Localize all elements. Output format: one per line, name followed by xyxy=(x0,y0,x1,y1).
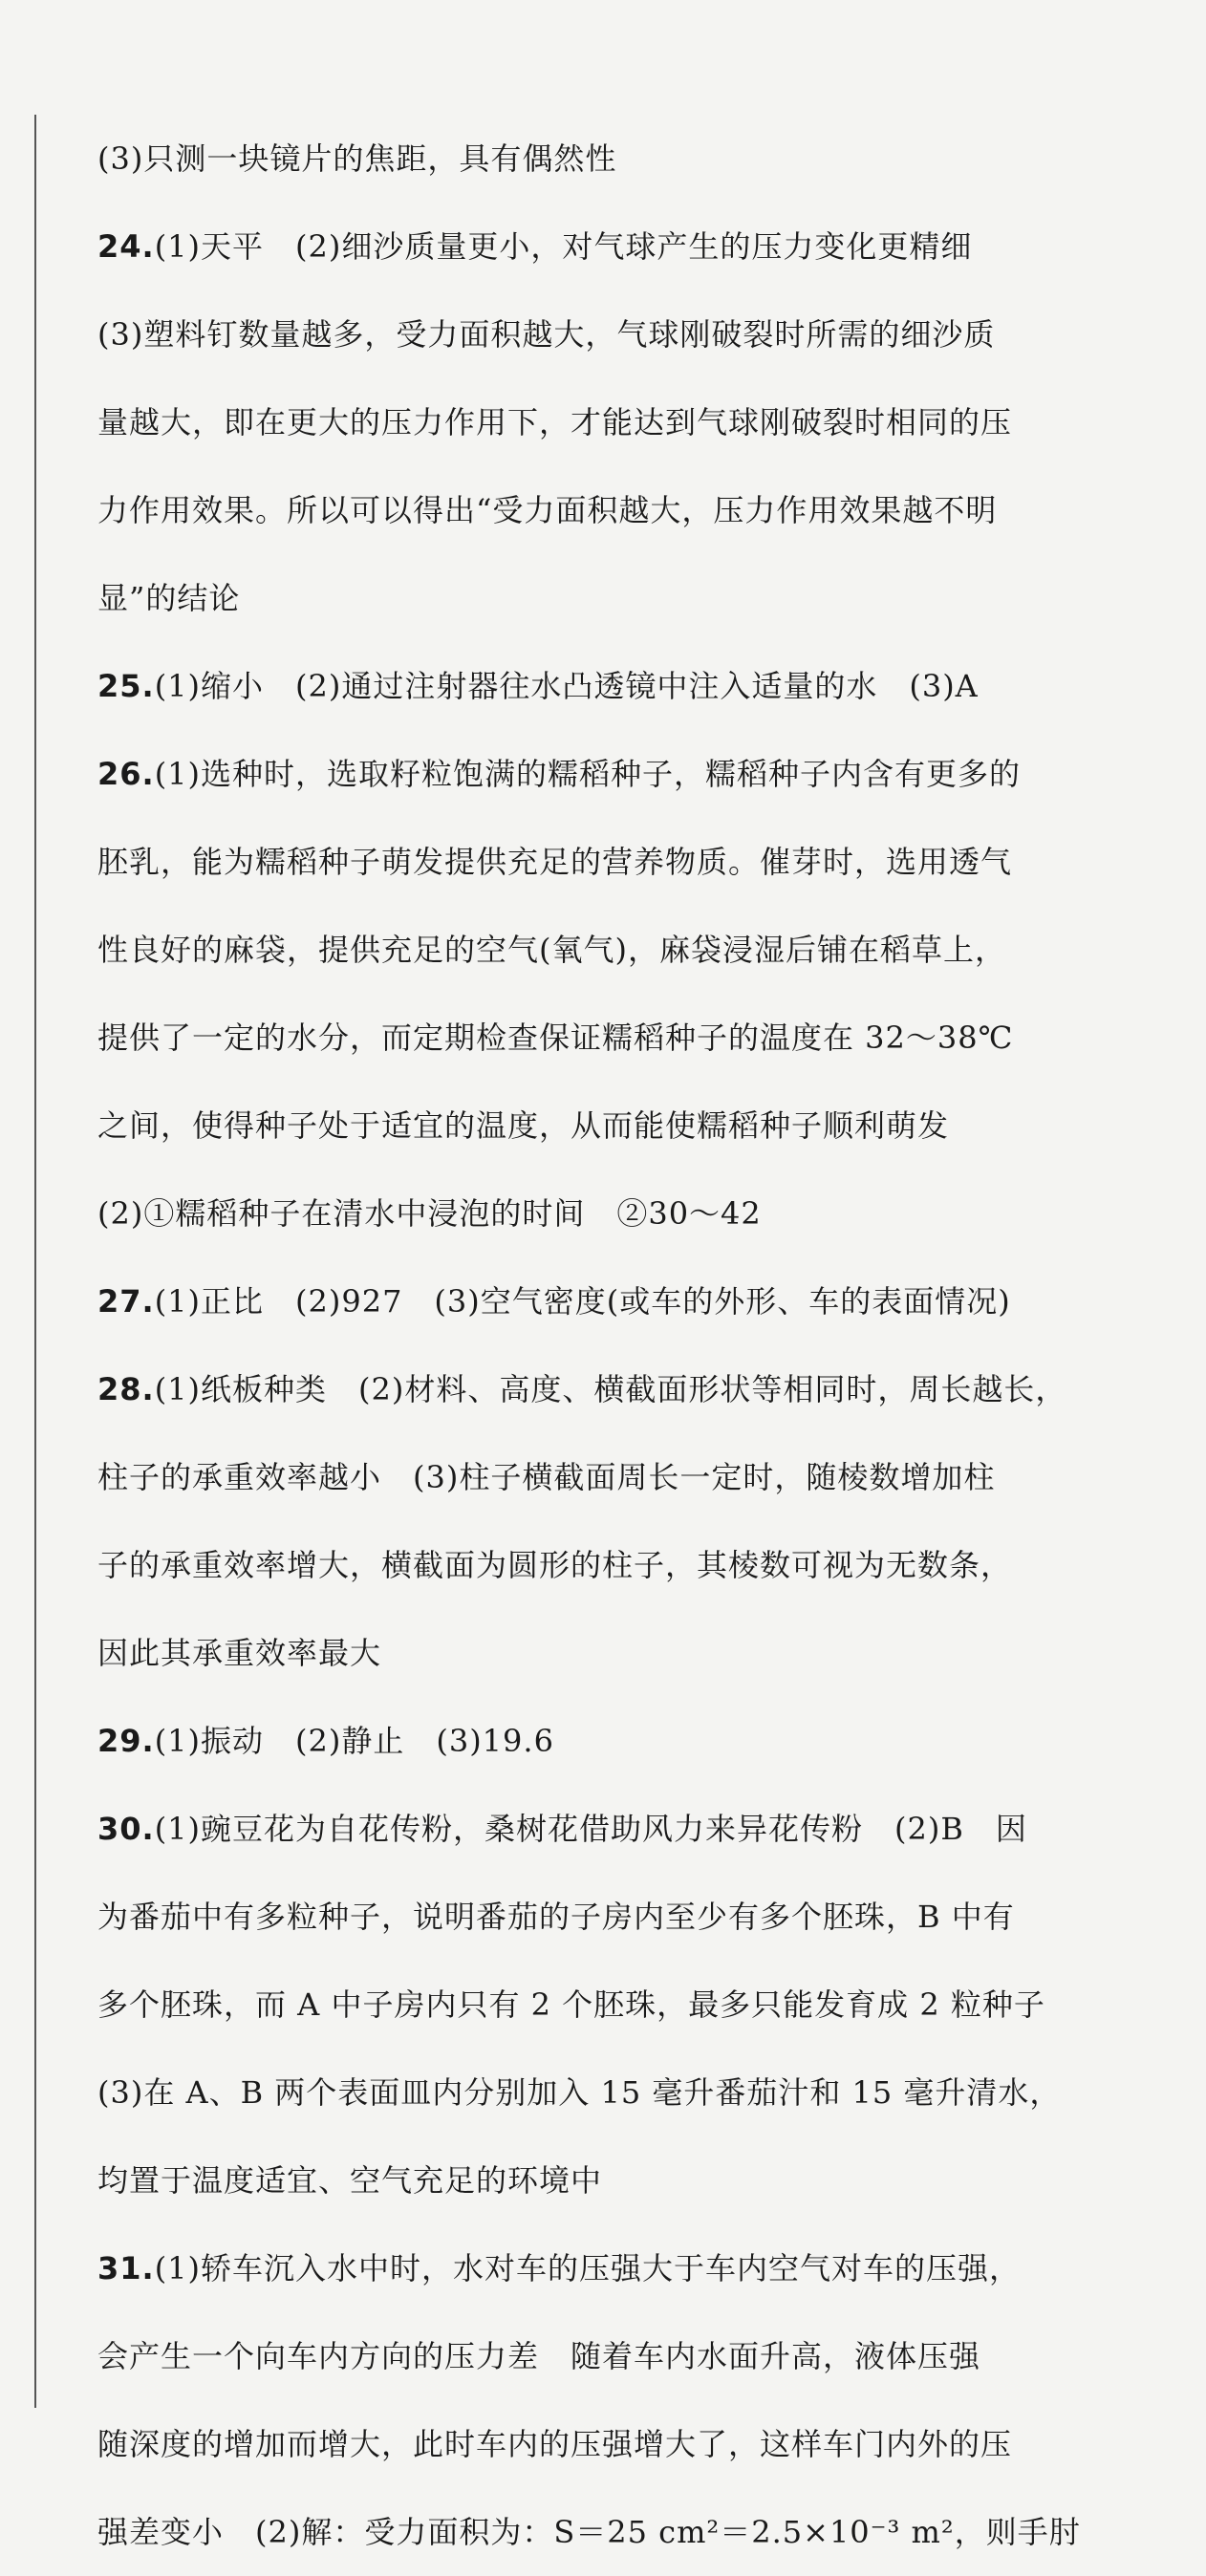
line-text: (3)在 A、B 两个表面皿内分别加入 15 毫升番茄汁和 15 毫升清水， xyxy=(97,2074,1062,2111)
line-text: 胚乳，能为糯稻种子萌发提供充足的营养物质。催芽时，选用透气 xyxy=(97,844,1013,880)
line-text: 子的承重效率增大，横截面为圆形的柱子，其棱数可视为无数条， xyxy=(97,1547,1013,1583)
text-line xyxy=(97,2400,1168,2488)
line-text: 量越大，即在更大的压力作用下，才能达到气球刚破裂时相同的压 xyxy=(97,404,1013,440)
line-text: (1)缩小 (2)通过注射器往水凸透镜中注入适量的水 (3)A xyxy=(154,668,979,704)
line-text: 为番茄中有多粒种子，说明番茄的子房内至少有多个胚珠，B 中有 xyxy=(97,1899,1015,1935)
line-text: (1)正比 (2)927 (3)空气密度(或车的外形、车的表面情况) xyxy=(154,1283,1011,1320)
text-line xyxy=(97,2488,1168,2576)
text-line xyxy=(97,2136,1168,2224)
text-line xyxy=(97,1521,1168,1609)
line-text: (3)只测一块镜片的焦距，具有偶然性 xyxy=(97,140,617,177)
answer-text-block xyxy=(97,115,1168,2576)
line-text: (1)纸板种类 (2)材料、高度、横截面形状等相同时，周长越长， xyxy=(154,1371,1067,1407)
question-number: 26. xyxy=(97,756,155,792)
line-text: (2)①糯稻种子在清水中浸泡的时间 ②30～42 xyxy=(97,1195,762,1232)
line-text: 因此其承重效率最大 xyxy=(97,1635,382,1671)
line-text: 多个胚珠，而 A 中子房内只有 2 个胚珠，最多只能发育成 2 粒种子 xyxy=(97,1986,1045,2023)
text-line xyxy=(97,1170,1168,1257)
text-line xyxy=(97,730,1168,818)
text-line xyxy=(97,2312,1168,2400)
line-text: 性良好的麻袋，提供充足的空气(氧气)，麻袋浸湿后铺在稻草上， xyxy=(97,932,1006,968)
text-line xyxy=(97,378,1168,466)
question-number: 29. xyxy=(97,1723,155,1759)
question-number: 28. xyxy=(97,1371,155,1407)
line-text: 之间，使得种子处于适宜的温度，从而能使糯稻种子顺利萌发 xyxy=(97,1107,950,1144)
text-line xyxy=(97,1609,1168,1697)
line-text: 提供了一定的水分，而定期检查保证糯稻种子的温度在 32～38℃ xyxy=(97,1020,1014,1056)
line-text: 会产生一个向车内方向的压力差 随着车内水面升高，液体压强 xyxy=(97,2338,981,2374)
text-line xyxy=(97,1785,1168,1873)
line-text: 强差变小 (2)解：受力面积为：S＝25 cm²＝2.5×10⁻³ m²，则手肘 xyxy=(97,2514,1081,2550)
line-text: 随深度的增加而增大，此时车内的压强增大了，这样车门内外的压 xyxy=(97,2426,1013,2462)
text-line xyxy=(97,1345,1168,1433)
line-text: 显”的结论 xyxy=(97,580,241,616)
text-line xyxy=(97,466,1168,554)
text-line xyxy=(97,1433,1168,1521)
question-number: 25. xyxy=(97,668,155,704)
line-text: (1)天平 (2)细沙质量更小，对气球产生的压力变化更精细 xyxy=(154,228,973,265)
text-line xyxy=(97,1961,1168,2049)
text-line xyxy=(97,115,1168,203)
text-line xyxy=(97,642,1168,730)
text-line xyxy=(97,290,1168,378)
line-text: (1)振动 (2)静止 (3)19.6 xyxy=(154,1723,554,1759)
text-line xyxy=(97,1257,1168,1345)
text-line xyxy=(97,1082,1168,1170)
text-line xyxy=(97,554,1168,642)
text-line xyxy=(97,2224,1168,2312)
line-text: (3)塑料钉数量越多，受力面积越大，气球刚破裂时所需的细沙质 xyxy=(97,316,996,353)
text-line xyxy=(97,994,1168,1082)
question-number: 30. xyxy=(97,1811,155,1847)
margin-rule xyxy=(34,115,36,2408)
text-line xyxy=(97,2049,1168,2136)
line-text: (1)轿车沉入水中时，水对车的压强大于车内空气对车的压强， xyxy=(154,2250,1022,2286)
text-line xyxy=(97,1873,1168,1961)
question-number: 24. xyxy=(97,228,155,265)
question-number: 31. xyxy=(97,2250,155,2286)
line-text: 均置于温度适宜、空气充足的环境中 xyxy=(97,2162,603,2199)
line-text: (1)豌豆花为自花传粉，桑树花借助风力来异花传粉 (2)B 因 xyxy=(154,1811,1027,1847)
text-line xyxy=(97,818,1168,906)
question-number: 27. xyxy=(97,1283,155,1320)
line-text: (1)选种时，选取籽粒饱满的糯稻种子，糯稻种子内含有更多的 xyxy=(154,756,1022,792)
text-line xyxy=(97,1697,1168,1785)
text-line xyxy=(97,203,1168,290)
line-text: 柱子的承重效率越小 (3)柱子横截面周长一定时，随棱数增加柱 xyxy=(97,1459,996,1495)
text-line xyxy=(97,906,1168,994)
line-text: 力作用效果。所以可以得出“受力面积越大，压力作用效果越不明 xyxy=(97,492,998,528)
